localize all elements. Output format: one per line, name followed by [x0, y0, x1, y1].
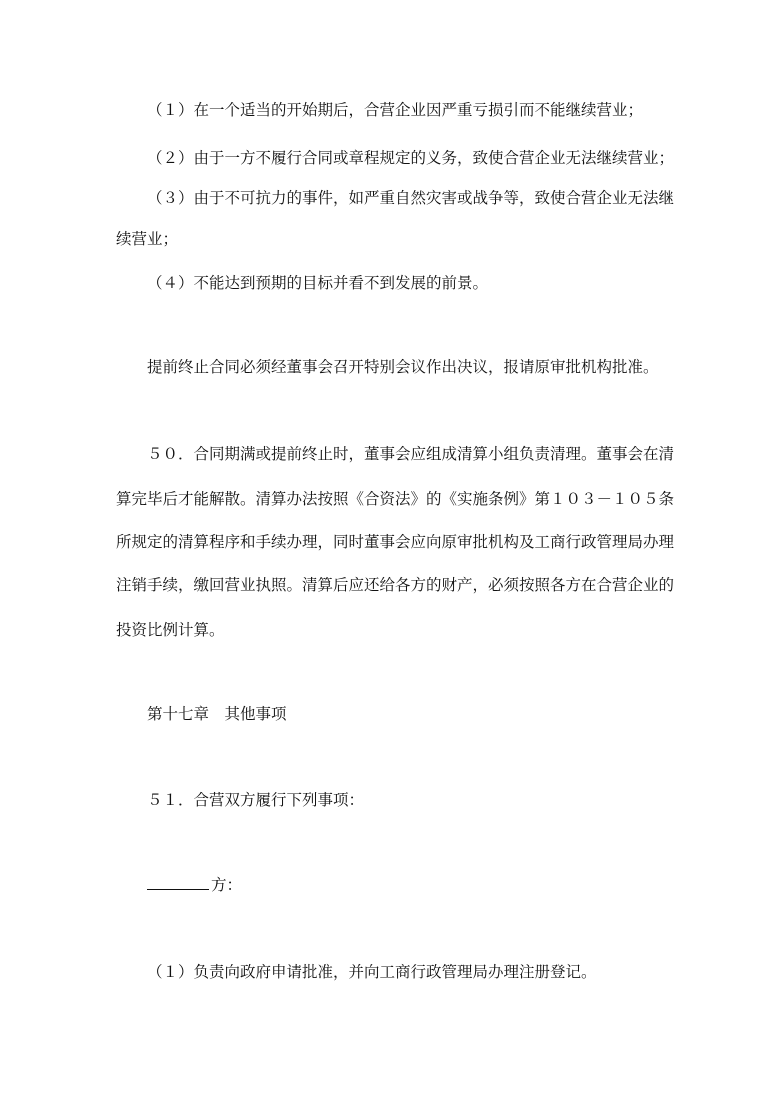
clause-51-heading: ５１．合营双方履行下列事项：: [147, 791, 365, 809]
party-line: [147, 874, 242, 895]
list-item: （１）负责向政府申请批准，并向工商行政管理局办理注册登记。: [147, 963, 597, 981]
clause-50-line: 算完毕后才能解散。清算办法按照《合资法》的《实施条例》第１０３－１０５条: [116, 490, 675, 508]
clause-50-line: 投资比例计算。: [116, 621, 225, 639]
list-item: （３）由于不可抗力的事件，如严重自然灾害或战争等，致使合营企业无法继: [147, 189, 675, 207]
clause-50-line: 注销手续，缴回营业执照。清算后应还给各方的财产，必须按照各方在合营企业的: [116, 576, 675, 594]
clause-50-line: 所规定的清算程序和手续办理，同时董事会应向原审批机构及工商行政管理局办理: [116, 533, 675, 551]
blank-underline: [147, 874, 209, 890]
chapter-heading: 第十七章 其他事项: [147, 705, 287, 723]
list-item-continuation: 续营业；: [116, 230, 179, 248]
party-suffix: 方：: [211, 876, 243, 894]
list-item: （２）由于一方不履行合同或章程规定的义务，致使合营企业无法继续营业；: [147, 149, 675, 167]
list-item: （１）在一个适当的开始期后，合营企业因严重亏损引而不能继续营业；: [147, 101, 644, 119]
termination-paragraph: 提前终止合同必须经董事会召开特别会议作出决议，报请原审批机构批准。: [147, 358, 659, 376]
clause-50-line: ５０．合同期满或提前终止时，董事会应组成清算小组负责清理。董事会在清: [147, 445, 675, 463]
list-item: （４）不能达到预期的目标并看不到发展的前景。: [147, 274, 489, 292]
